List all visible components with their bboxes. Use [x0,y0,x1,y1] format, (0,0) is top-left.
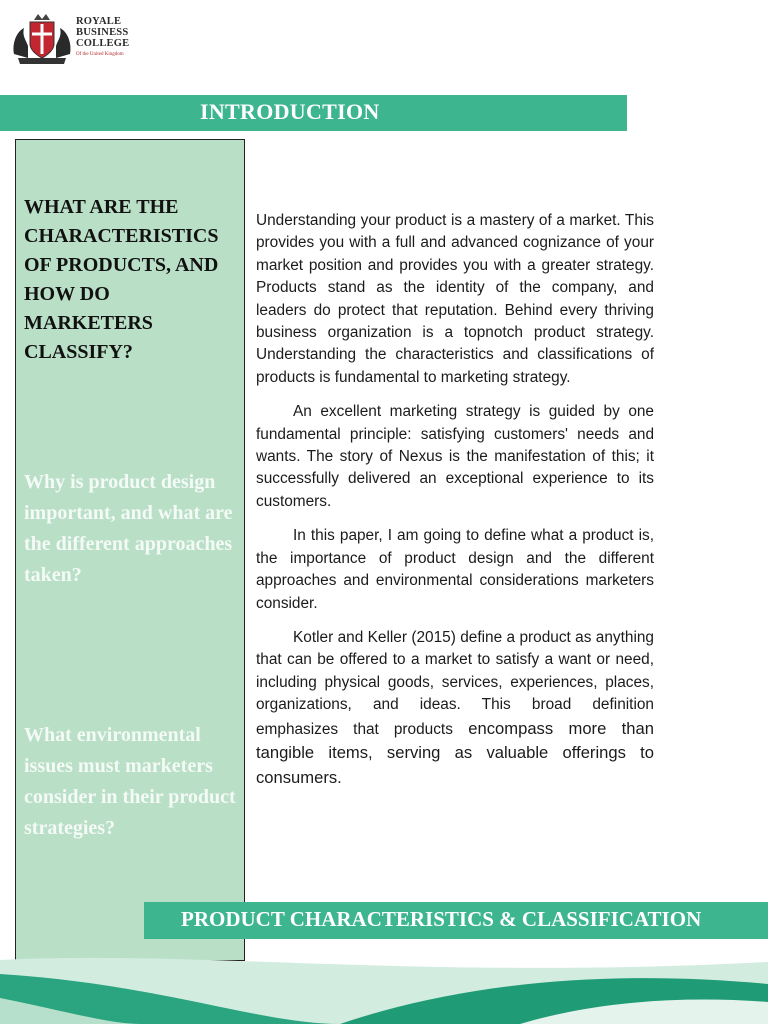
body-paragraph-2: An excellent marketing strategy is guided by one fundamental principle: satisfying customers' needs and wants. The story of Nexus is the manifestation of this; it successfully delivered an exceptional experience to its customers. [256,403,654,510]
logo-tagline: Of the United Kingdom [76,52,124,57]
section-title: PRODUCT CHARACTERISTICS & CLASSIFICATION [181,907,702,931]
body-paragraph-1: Understanding your product is a mastery of a market. This provides you with a full and advanced cognizance of your market position and provides you with a greater strategy. Products stand as the identity of the company, and leaders do protect that reputation. Behind every thriving business organization is a topnotch product strategy. Understanding the characteristics and classifications of products is fundamental to marketing strategy. [256,212,654,386]
logo-wordmark [76,16,129,49]
sidebar-question-environmental: What environmental issues must marketers consider in their product strategies? [24,724,236,839]
body-paragraph-4-part-2: encompass more than tangible items, serving as valuable offerings to consumers. [256,718,654,787]
introduction-banner [0,95,627,131]
sidebar-question-design: Why is product design important, and what are the different approaches taken? [24,471,233,586]
questions-sidebar [15,139,245,961]
logo-line-3: COLLEGE [76,38,130,49]
introduction-title: INTRODUCTION [200,99,380,124]
footer-wave-decoration [0,940,768,1024]
logo-line-1: ROYALE [76,16,122,27]
body-paragraph-3: In this paper, I am going to define what a product is, the importance of product design and the different approaches and environmental considerations marketers consider. [256,527,654,612]
college-logo [10,10,140,66]
body-paragraph-4-part-1: Kotler and Keller (2015) define a product as anything that can be offered to a market to satisfy a want or need, including physical goods, services, experiences, places, organizations, and ideas. This broad definition emphasizes that products [256,628,654,738]
logo-line-2: BUSINESS [76,27,129,38]
section-banner [144,902,768,939]
college-crest-icon [10,10,74,66]
sidebar-question-characteristics: WHAT ARE THE CHARACTERISTICS OF PRODUCTS, AND HOW DO MARKETERS CLASSIFY? [24,196,219,363]
body-paragraph-4 [256,627,654,790]
introduction-body [256,210,654,802]
